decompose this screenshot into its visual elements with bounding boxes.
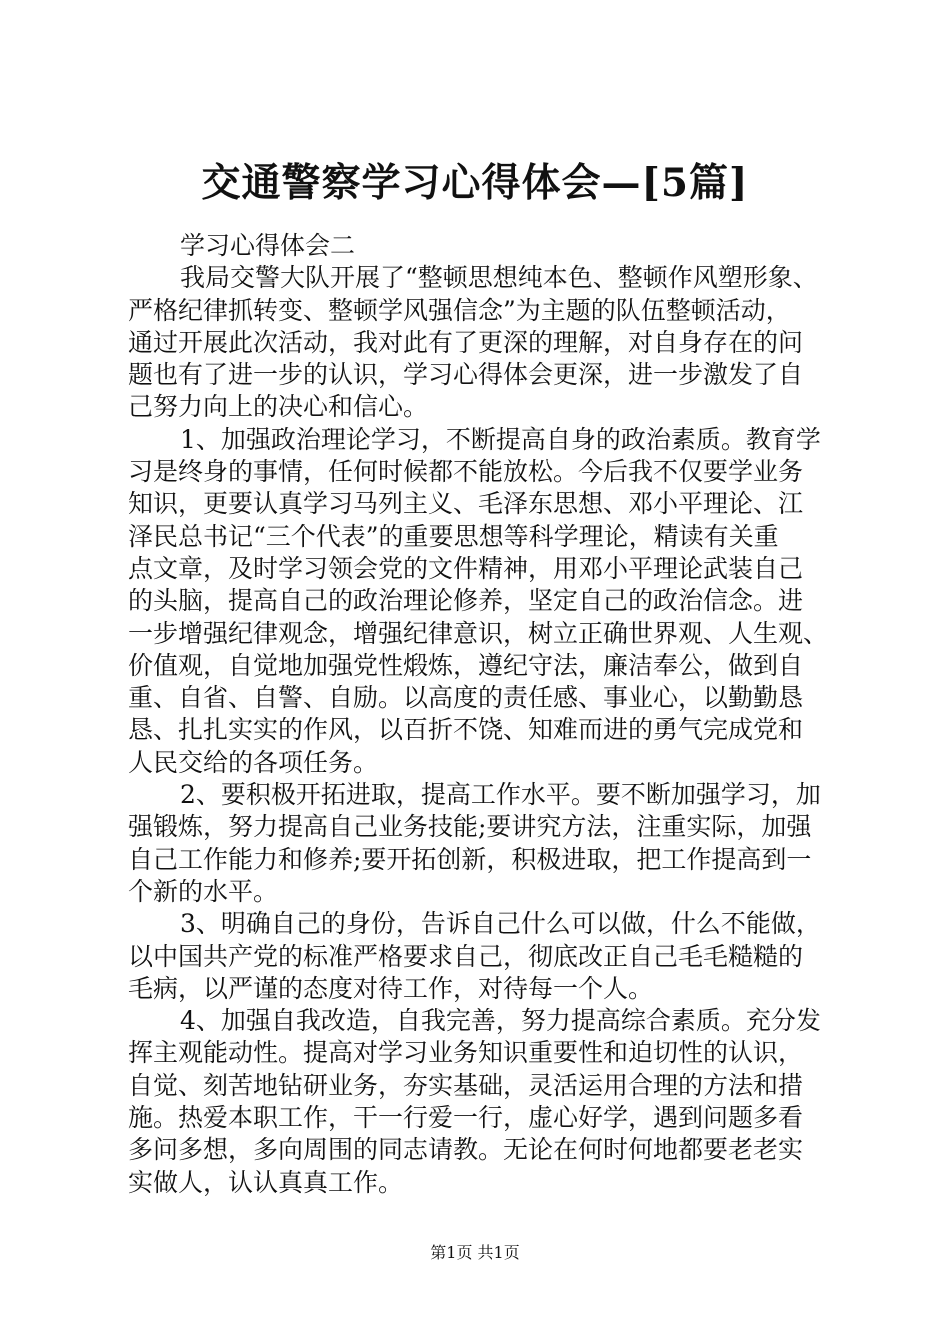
body-line: 重、自省、自警、自励。以高度的责任感、事业心，以勤勤恳 (128, 683, 804, 713)
body-line: 1、加强政治理论学习，不断提高自身的政治素质。教育学 (180, 424, 821, 454)
body-line: 恳、扎扎实实的作风，以百折不饶、知难而进的勇气完成党和 (128, 715, 804, 745)
body-line: 自觉、刻苦地钻研业务，夯实基础，灵活运用合理的方法和措 (128, 1070, 804, 1100)
body-line: 知识，更要认真学习马列主义、毛泽东思想、邓小平理论、江 (128, 489, 804, 519)
body-line: 挥主观能动性。提高对学习业务知识重要性和迫切性的认识， (128, 1038, 804, 1068)
body-line: 点文章，及时学习领会党的文件精神，用邓小平理论武装自己 (128, 553, 804, 583)
body-line: 习是终身的事情，任何时候都不能放松。今后我不仅要学业务 (128, 457, 804, 487)
body-line: 毛病，以严谨的态度对待工作，对待每一个人。 (128, 973, 654, 1003)
page-footer: 第1页 共1页 (430, 1243, 520, 1262)
document-subtitle: 学习心得体会二 (180, 231, 356, 260)
body-line: 题也有了进一步的认识，学习心得体会更深，进一步激发了自 (128, 360, 804, 390)
body-line: 通过开展此次活动，我对此有了更深的理解，对自身存在的问 (128, 327, 804, 357)
body-line: 的头脑，提高自己的政治理论修养，坚定自己的政治信念。进 (128, 586, 804, 616)
body-line: 3、明确自己的身份，告诉自己什么可以做，什么不能做， (180, 909, 821, 939)
body-line: 己努力向上的决心和信心。 (128, 392, 429, 422)
body-line: 2、要积极开拓进取，提高工作水平。要不断加强学习，加 (180, 780, 821, 810)
body-line: 个新的水平。 (128, 876, 279, 906)
body-line: 以中国共产党的标准严格要求自己，彻底改正自己毛毛糙糙的 (128, 941, 804, 971)
body-line: 我局交警大队开展了“整顿思想纯本色、整顿作风塑形象、 (180, 263, 818, 293)
body-lines (128, 262, 838, 1199)
body-line: 4、加强自我改造，自我完善，努力提高综合素质。充分发 (180, 1006, 821, 1036)
document-body (128, 230, 838, 1199)
document-title: 交通警察学习心得体会—[5篇] (201, 160, 749, 206)
body-line: 施。热爱本职工作，干一行爱一行，虚心好学，遇到问题多看 (128, 1103, 804, 1133)
body-line: 价值观，自觉地加强党性煅炼，遵纪守法，廉洁奉公，做到自 (128, 650, 804, 680)
body-line: 泽民总书记“三个代表”的重要思想等科学理论，精读有关重 (128, 521, 779, 551)
body-line: 人民交给的各项任务。 (128, 747, 379, 777)
body-line: 严格纪律抓转变、整顿学风强信念”为主题的队伍整顿活动， (128, 295, 791, 325)
body-line: 自己工作能力和修养;要开拓创新，积极进取，把工作提高到一 (128, 844, 812, 874)
body-line: 一步增强纪律观念，增强纪律意识，树立正确世界观、人生观、 (128, 618, 829, 648)
body-line: 多问多想，多向周围的同志请教。无论在何时何地都要老老实 (128, 1135, 804, 1165)
body-line: 强锻炼，努力提高自己业务技能;要讲究方法，注重实际，加强 (128, 812, 812, 842)
body-line: 实做人，认认真真工作。 (128, 1167, 404, 1197)
